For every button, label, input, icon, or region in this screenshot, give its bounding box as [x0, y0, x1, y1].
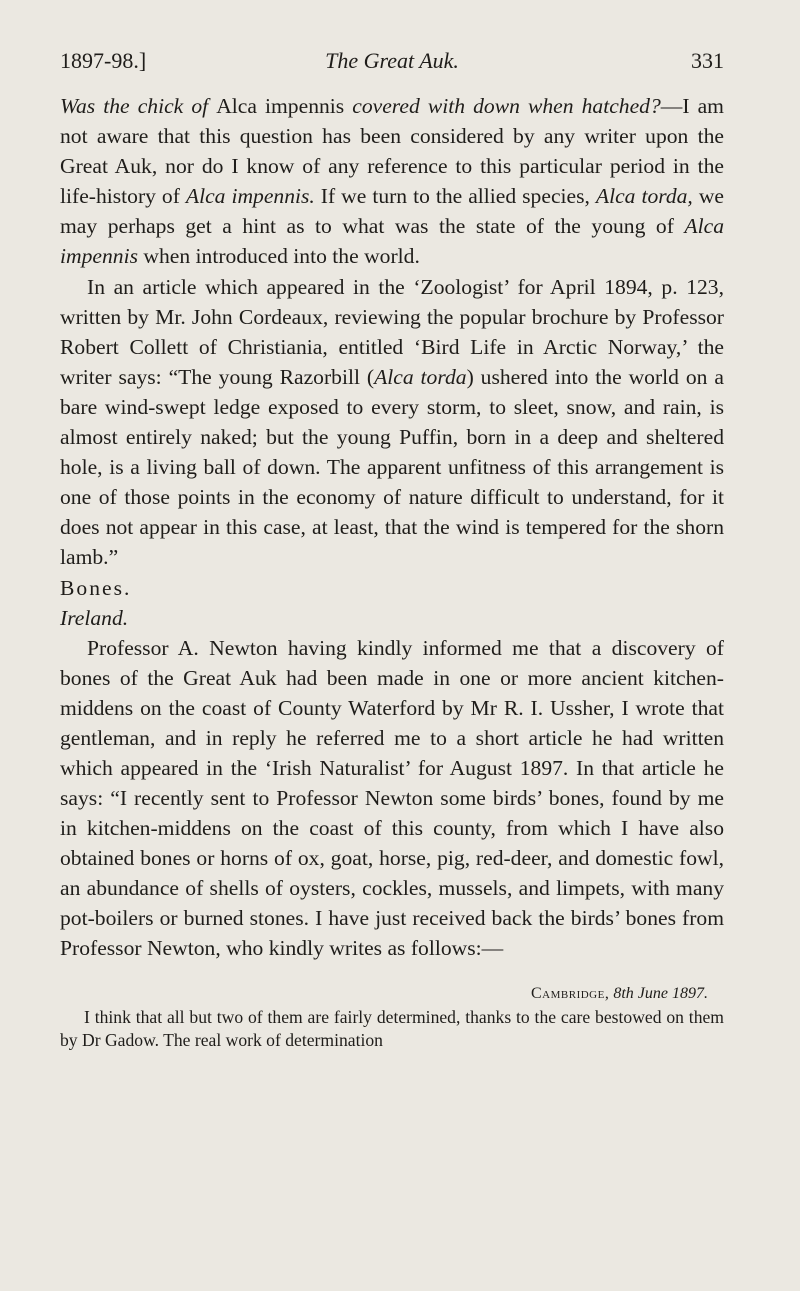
section-heading-bones: Bones. — [60, 575, 132, 600]
question-italic-1: Was the chick of — [60, 94, 217, 118]
para2-text-2: ) ushered into the world on a bare wind-swept ledge exposed to every storm, to sleet, snow, and rain, is almost entirely naked; but the young Puffin, born in a deep and sheltered hole, is a living ball of down. The apparent unfitness of this arrangement is one of those points in the economy of nature difficult to understand, for it does not appear in this case, at least, that the wind is tempered for the shorn lamb.” — [60, 364, 724, 570]
paragraph-newton: Professor A. Newton having kindly informed me that a discovery of bones of the Great Auk had been made in one or more ancient kitchen-middens on the coast of County Waterford by Mr R. I. Ussher, I wrote that gentleman, and in reply he referred me to a short article he had written which appeared in the ‘Irish Naturalist’ for August 1897. In that article he says: “I recently sent to Professor Newton some birds’ bones, found by me in kitchen-middens on the coast of this county, from which I have also obtained bones or horns of ox, goat, horse, pig, red-deer, and domestic fowl, an abundance of shells of oysters, cockles, mussels, and limpets, with many pot-boilers or burned stones. I have just received back the birds’ bones from Professor Newton, who kindly writes as follows:— — [60, 635, 724, 961]
species-name: Alca torda, — [595, 184, 693, 209]
question-italic-2: covered with down when hatched? — [352, 94, 661, 118]
letter-dateline — [60, 982, 724, 1006]
letter-date: 8th June 1897. — [613, 984, 708, 1002]
species-name: Alca impennis. — [185, 184, 315, 209]
paragraph-chick-question — [60, 91, 724, 272]
subsection-heading-ireland: Ireland. — [60, 605, 129, 630]
para1-text-3: we may perhaps get a hint as to what was the state of the young of — [60, 184, 725, 239]
species-name: Alca impennis — [60, 214, 724, 269]
letter-quote: I think that all but two of them are fairly determined, thanks to the care bestowed on them by Dr Gadow. The real work of determination — [60, 1006, 724, 1050]
para1-text-4: when introduced into the world. — [137, 244, 420, 269]
para2-text-1: In an article which appeared in the ‘Zoologist’ for April 1894, p. 123, written by Mr. John Cordeaux, reviewing the popular brochure by Professor Robert Collett of Christiania, entitled ‘Bird Life in Arctic Norway,’ the writer says: “The young Razorbill ( — [60, 274, 724, 389]
paragraph-zoologist — [60, 272, 724, 573]
volume-years: 1897-98.] — [60, 48, 147, 73]
running-head — [60, 48, 724, 80]
page-number: 331 — [691, 48, 724, 73]
letter-place: Cambridge, — [531, 984, 610, 1002]
para1-text-2: If we turn to the allied species, — [314, 184, 596, 209]
question-species: impennis — [256, 94, 353, 118]
para1-text-1: —I am not aware that this question has been considered by any writer upon the Great Auk, nor do I know of any reference to this particular period in the life-history of — [60, 94, 724, 209]
question-genus: Alca — [216, 94, 257, 118]
running-title: The Great Auk. — [325, 48, 459, 73]
species-name: Alca torda — [374, 364, 467, 389]
body-text — [60, 91, 724, 1052]
